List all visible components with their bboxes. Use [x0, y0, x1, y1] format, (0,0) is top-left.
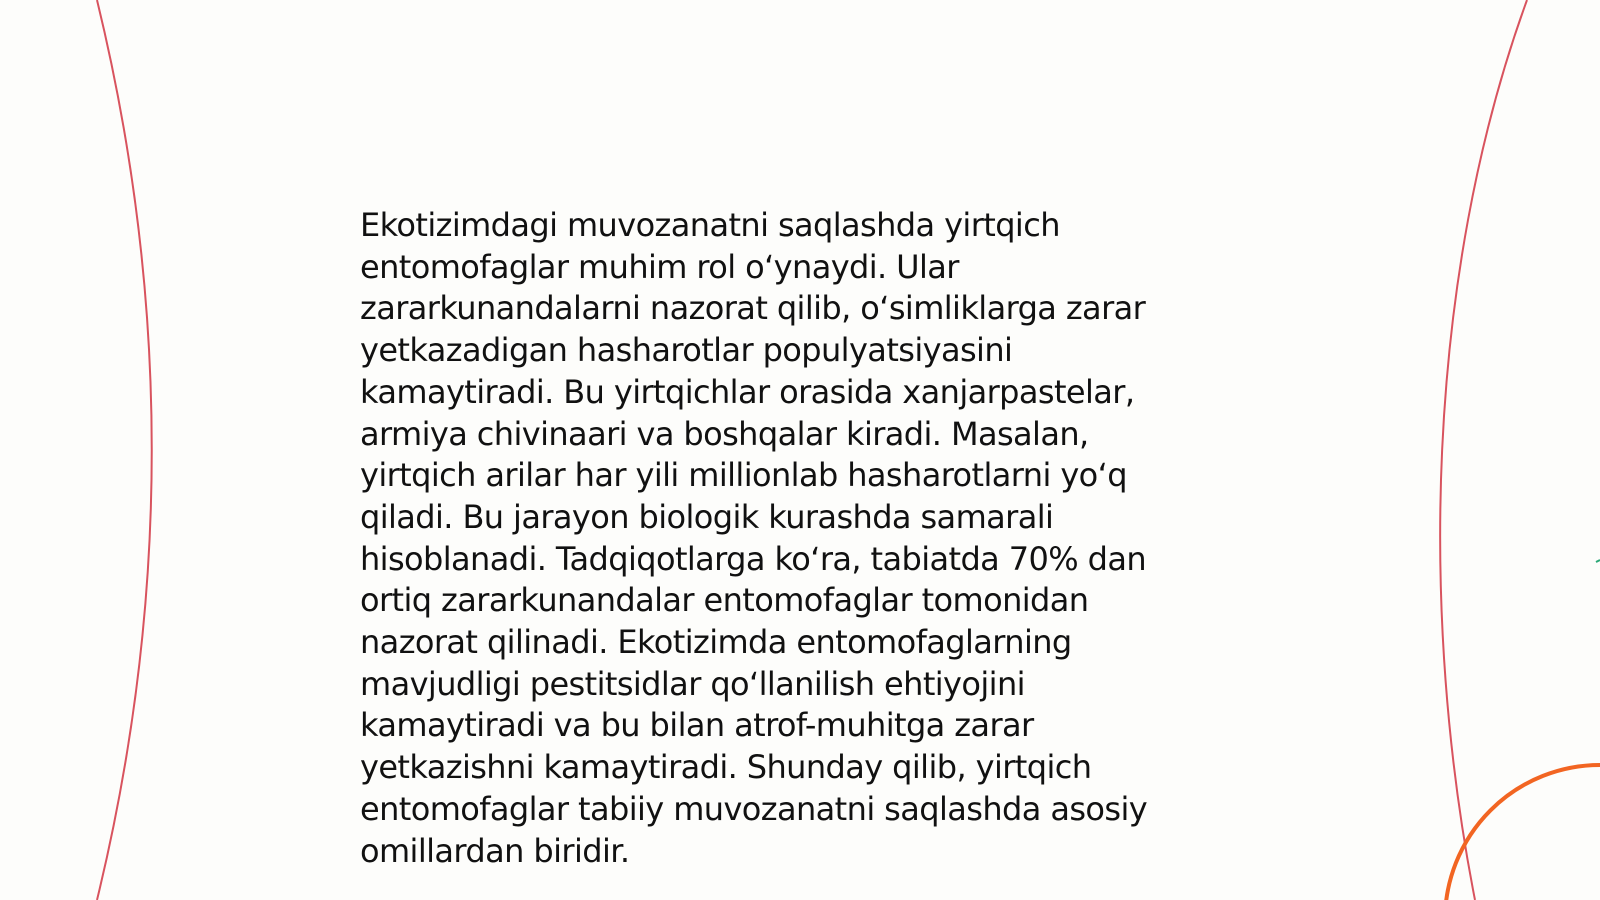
left-curve: [97, 0, 152, 900]
accent-mark: [1596, 560, 1600, 562]
accent-circle: [1445, 765, 1600, 900]
right-curve: [1440, 0, 1527, 900]
body-paragraph: Ekotizimdagi muvozanatni saqlashda yirtqich entomofaglar muhim rol o‘ynaydi. Ular zararkunandalarni nazorat qilib, o‘simliklarga zarar yetkazadigan hasharotlar populyatsiyasini kamaytiradi. Bu yirtqichlar orasida xanjarpastelar, armiya chivinaari va boshqalar kiradi. Masalan, yirtqich arilar har yili millionlab hasharotlarni yo‘q qiladi. Bu jarayon biologik kurashda samarali hisoblanadi. Tadqiqotlarga ko‘ra, tabiatda 70% dan ortiq zararkunandalar entomofaglar tomonidan nazorat qilinadi. Ekotizimda entomofaglarning mavjudligi pestitsidlar qo‘llanilish ehtiyojini kamaytiradi va bu bilan atrof-muhitga zarar yetkazishni kamaytiradi. Shunday qilib, yirtqich entomofaglar tabiiy muvozanatni saqlashda asosiy omillardan biridir.: [360, 206, 1148, 870]
